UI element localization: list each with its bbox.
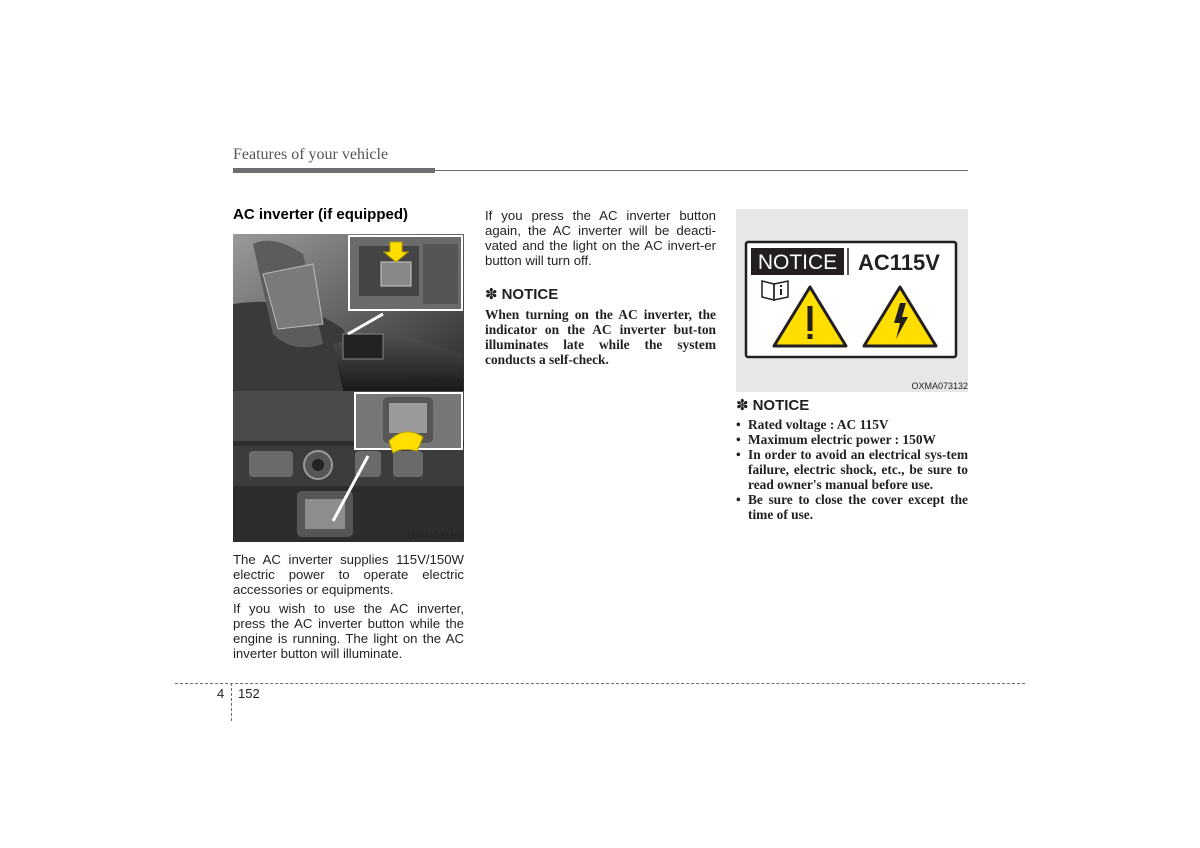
bullet-icon: • [736,432,741,447]
lower-console-photo [233,391,464,542]
image-code-1: OXMA043400 [407,376,464,386]
bullet-icon: • [736,492,741,507]
section-heading: AC inverter (if equipped) [233,206,409,223]
label-notice-text: NOTICE [757,251,838,274]
bullet-icon: • [736,447,741,462]
header-rule-thick [233,168,435,173]
notice-title: NOTICE [752,397,810,414]
list-item: • Maximum electric power : 150W [736,432,936,447]
notice-bullet-list [736,417,968,522]
image-code-3: OXMA073132 [911,381,968,391]
header-rule-thin [435,170,968,171]
center-console-photo [233,234,464,391]
list-item: • In order to avoid an electrical sys-tem failure, electric shock, etc., be sure to read owner's manual before use. [736,447,968,492]
notice-mark-icon: ✽ [736,397,749,414]
chapter-number: 4 [217,686,225,701]
list-item: • Be sure to close the cover except the time of use. [736,492,968,522]
notice-heading-middle [485,285,558,303]
notice-body-middle: When turning on the AC inverter, the indicator on the AC inverter but-ton illuminates late while the system conducts a self-check. [485,307,716,367]
warning-label-figure [736,209,968,392]
notice-title: NOTICE [501,286,559,303]
footer-rule [175,683,1025,684]
notice-mark-icon: ✽ [485,286,498,303]
footer-divider [231,683,232,721]
image-code-2: OXMA043402 [407,531,464,541]
bullet-icon: • [736,417,741,432]
notice-heading-right [736,396,809,414]
page-number: 152 [238,686,260,701]
list-item: • Rated voltage : AC 115V [736,417,889,432]
label-voltage-text: AC115V [858,250,940,275]
paragraph-deactivate: If you press the AC inverter button again, the AC inverter will be deacti-vated and the light on the AC invert-er button will turn off. [485,208,716,268]
running-header: Features of your vehicle [233,146,389,163]
paragraph-supply: The AC inverter supplies 115V/150W electric power to operate electric accessories or equipments. [233,552,464,597]
paragraph-usage: If you wish to use the AC inverter, press the AC inverter button while the engine is running. The light on the AC inverter button will illuminate. [233,601,464,661]
